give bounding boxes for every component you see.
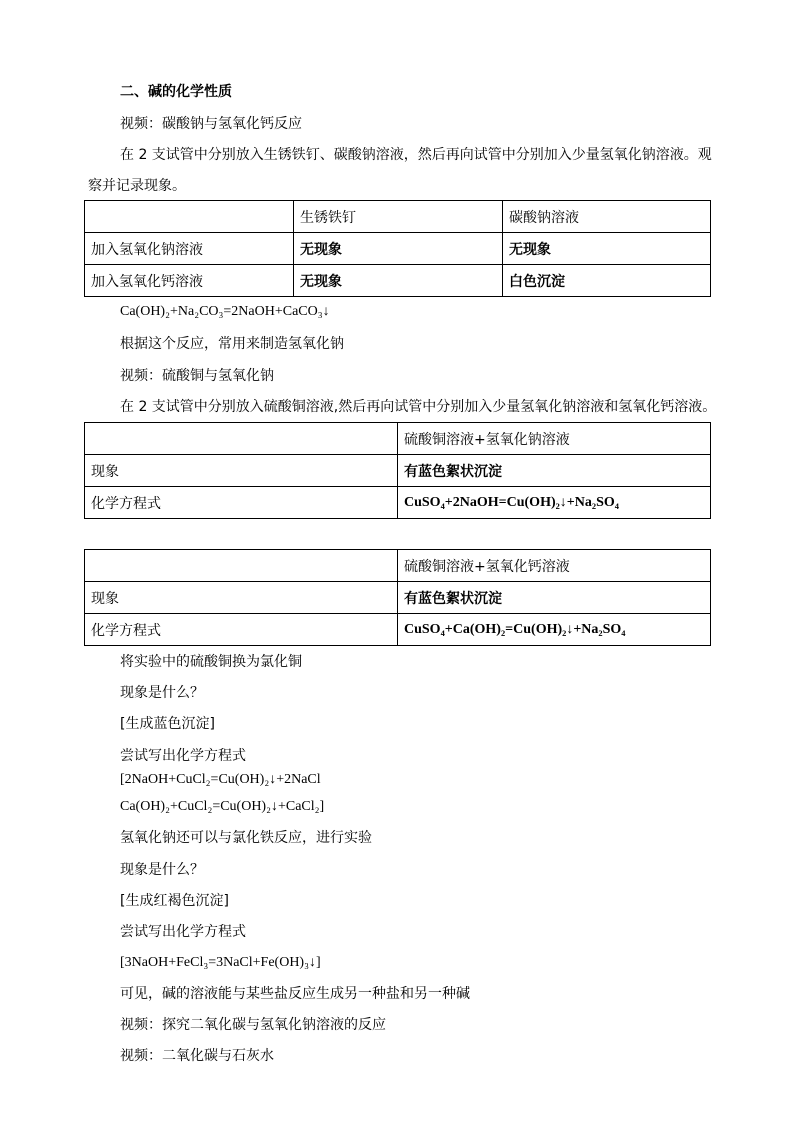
equation-2: [2NaOH+CuCl₂=Cu(OH)₂↓+2NaCl xyxy=(120,772,321,787)
table-row-label: 现象 xyxy=(85,455,398,487)
table-row xyxy=(85,582,711,614)
table-cell xyxy=(85,201,294,233)
intro-paragraph-1-line1: 在 2 支试管中分别放入生锈铁钉、碳酸钠溶液，然后再向试管中分别加入少量氢氧化钠溶液。观 xyxy=(120,147,712,163)
table-cell: CuSO₄+Ca(OH)₂=Cu(OH)₂↓+Na₂SO₄ xyxy=(398,614,711,646)
text-replace-cucl2: 将实验中的硫酸铜换为氯化铜 xyxy=(120,654,302,670)
intro-paragraph-2: 在 2 支试管中分别放入硫酸铜溶液,然后再向试管中分别加入少量氢氧化钠溶液和氢氧化钙溶液。 xyxy=(120,399,717,415)
equation-4: [3NaOH+FeCl₃=3NaCl+Fe(OH)₃↓] xyxy=(120,955,321,970)
video-caption-3: 视频：探究二氧化碳与氢氧化钠溶液的反应 xyxy=(120,1017,386,1033)
table-row xyxy=(85,487,711,519)
text-naoh-production: 根据这个反应，常用来制造氢氧化钠 xyxy=(120,336,344,352)
answer-phenomenon-2: [生成红褐色沉淀] xyxy=(120,893,229,909)
video-caption-1: 视频：碳酸钠与氢氧化钙反应 xyxy=(120,116,302,132)
table-row-label: 化学方程式 xyxy=(85,487,398,519)
intro-paragraph-1-line2: 察并记录现象。 xyxy=(88,178,186,194)
table-cell: 无现象 xyxy=(294,233,503,265)
section-title: 二、碱的化学性质 xyxy=(120,84,232,100)
table-naoh-test xyxy=(84,200,711,297)
table-header-cell: 硫酸铜溶液+氢氧化钙溶液 xyxy=(398,550,711,582)
question-equation-2: 尝试写出化学方程式 xyxy=(120,924,246,940)
table-cell: 有蓝色絮状沉淀 xyxy=(398,582,711,614)
conclusion-text: 可见，碱的溶液能与某些盐反应生成另一种盐和另一种碱 xyxy=(120,986,470,1002)
table-header-cell: 硫酸铜溶液+氢氧化钠溶液 xyxy=(398,423,711,455)
table-row xyxy=(85,423,711,455)
answer-phenomenon-1: [生成蓝色沉淀] xyxy=(120,716,215,732)
table-row xyxy=(85,265,711,297)
table-row-label: 加入氢氧化钙溶液 xyxy=(85,265,294,297)
table-row-label: 化学方程式 xyxy=(85,614,398,646)
table-row xyxy=(85,233,711,265)
table-cell xyxy=(85,550,398,582)
question-phenomenon-1: 现象是什么？ xyxy=(120,685,204,701)
question-phenomenon-2: 现象是什么？ xyxy=(120,862,204,878)
table-cuso4-caoh2 xyxy=(84,549,711,646)
equation-3: Ca(OH)₂+CuCl₂=Cu(OH)₂↓+CaCl₂] xyxy=(120,799,325,814)
equation-1: Ca(OH)₂+Na₂CO₃=2NaOH+CaCO₃↓ xyxy=(120,304,330,319)
video-caption-2: 视频：硫酸铜与氢氧化钠 xyxy=(120,368,274,384)
table-cuso4-naoh xyxy=(84,422,711,519)
table-header-cell: 生锈铁钉 xyxy=(294,201,503,233)
question-equation-1: 尝试写出化学方程式 xyxy=(120,748,246,764)
table-row xyxy=(85,550,711,582)
table-cell: 无现象 xyxy=(294,265,503,297)
table-cell: 无现象 xyxy=(503,233,711,265)
table-cell: 有蓝色絮状沉淀 xyxy=(398,455,711,487)
table-row xyxy=(85,201,711,233)
table-header-cell: 碳酸钠溶液 xyxy=(503,201,711,233)
table-row-label: 加入氢氧化钠溶液 xyxy=(85,233,294,265)
table-row xyxy=(85,455,711,487)
text-fecl3-experiment: 氢氧化钠还可以与氯化铁反应，进行实验 xyxy=(120,830,372,846)
table-cell: CuSO₄+2NaOH=Cu(OH)₂↓+Na₂SO₄ xyxy=(398,487,711,519)
table-cell: 白色沉淀 xyxy=(503,265,711,297)
table-row xyxy=(85,614,711,646)
table-cell xyxy=(85,423,398,455)
table-row-label: 现象 xyxy=(85,582,398,614)
video-caption-4: 视频：二氧化碳与石灰水 xyxy=(120,1048,274,1064)
